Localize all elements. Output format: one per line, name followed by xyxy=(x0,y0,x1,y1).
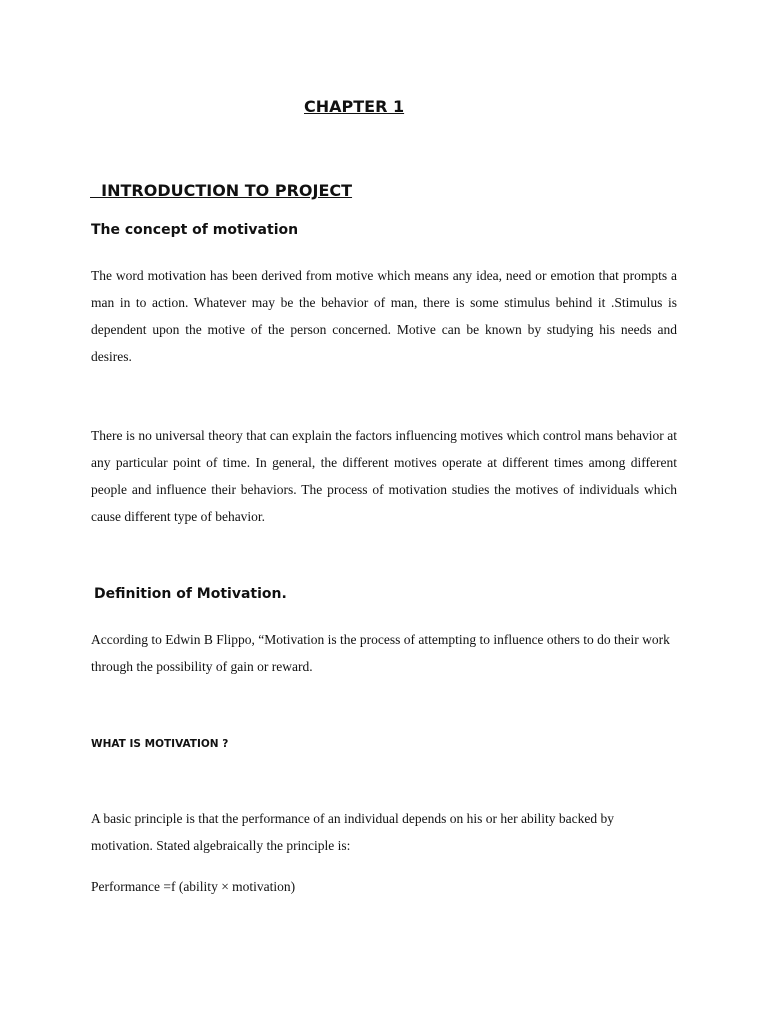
performance-formula: Performance =f (ability × motivation) xyxy=(91,879,296,894)
concept-heading: The concept of motivation xyxy=(91,222,299,238)
what-is-motivation-heading: WHAT IS MOTIVATION ? xyxy=(91,738,229,750)
concept-paragraph-2: There is no universal theory that can explain the factors influencing motives which control mans behavior at any particular point of time. In general, the different motives operate at different times among different people and influence their behaviors. The process of motivation studies the motives of individuals which cause different type of behavior. xyxy=(91,428,677,524)
definition-paragraph: According to Edwin B Flippo, “Motivation is the process of attempting to influence others to do their work through the possibility of gain or reward. xyxy=(91,632,670,674)
chapter-title: CHAPTER 1 xyxy=(304,97,405,116)
intro-heading: INTRODUCTION TO PROJECT xyxy=(90,181,353,200)
definition-heading: Definition of Motivation. xyxy=(94,586,287,602)
principle-paragraph: A basic principle is that the performance of an individual depends on his or her ability backed by motivation. Stated algebraically the principle is: xyxy=(91,811,614,853)
concept-paragraph-1: The word motivation has been derived from motive which means any idea, need or emotion that prompts a man in to action. Whatever may be the behavior of man, there is some stimulus behind it .Stimulus is dependent upon the motive of the person concerned. Motive can be known by studying his needs and desires. xyxy=(91,268,677,364)
